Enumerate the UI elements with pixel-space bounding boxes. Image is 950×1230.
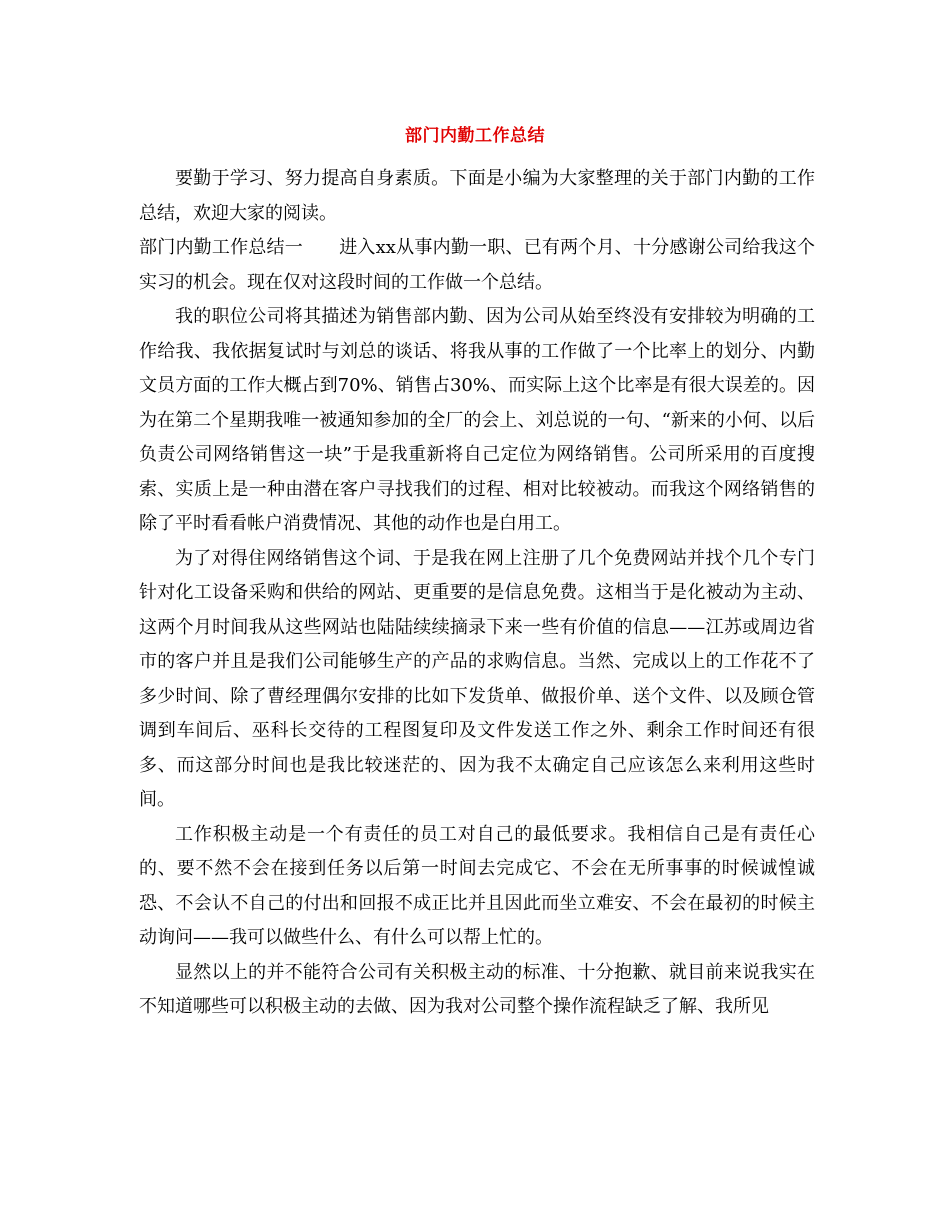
section-paragraph	[139, 231, 815, 300]
intro-paragraph: 要勤于学习、努力提高自身素质。下面是小编为大家整理的关于部门内勤的工作总结，欢迎大家的阅读。	[139, 168, 815, 224]
body-paragraph: 显然以上的并不能符合公司有关积极主动的标准、十分抱歉、就目前来说我实在不知道哪些可以积极主动的去做、因为我对公司整个操作流程缺乏了解、我所见	[139, 961, 815, 1017]
document-body	[139, 162, 815, 1025]
section-heading: 部门内勤工作总结一	[139, 237, 303, 258]
body-paragraph: 我的职位公司将其描述为销售部内勤、因为公司从始至终没有安排较为明确的工作给我、我依据复试时与刘总的谈话、将我从事的工作做了一个比率上的划分、内勤文员方面的工作大概占到70%、销售占30%、而实际上这个比率是有很大误差的。因为在第二个星期我唯一被通知参加的全厂的会上、刘总说的一句、“新来的小何、以后负责公司网络销售这一块”于是我重新将自己定位为网络销售。公司所采用的百度搜索、实质上是一种由潜在客户寻找我们的过程、相对比较被动。而我这个网络销售的除了平时看看帐户消费情况、其他的动作也是白用工。	[139, 306, 815, 534]
page-title: 部门内勤工作总结	[405, 126, 545, 146]
body-paragraph: 工作积极主动是一个有责任的员工对自己的最低要求。我相信自己是有责任心的、要不然不会在接到任务以后第一时间去完成它、不会在无所事事的时候诚惶诚恐、不会认不自己的付出和回报不成正比并且因此而坐立难安、不会在最初的时候主动询问——我可以做些什么、有什么可以帮上忙的。	[139, 823, 815, 948]
section-first-text: 进入xx从事内勤一职、已有两个月、十分感谢公司给我这个实习的机会。现在仅对这段时间的工作做一个总结。	[139, 237, 815, 293]
body-paragraph: 为了对得住网络销售这个词、于是我在网上注册了几个免费网站并找个几个专门针对化工设备采购和供给的网站、更重要的是信息免费。这相当于是化被动为主动、这两个月时间我从这些网站也陆陆续续摘录下来一些有价值的信息——江苏或周边省市的客户并且是我们公司能够生产的产品的求购信息。当然、完成以上的工作花不了多少时间、除了曹经理偶尔安排的比如下发货单、做报价单、送个文件、以及顾仓管调到车间后、巫科长交待的工程图复印及文件发送工作之外、剩余工作时间还有很多、而这部分时间也是我比较迷茫的、因为我不太确定自己应该怎么来利用这些时间。	[139, 547, 815, 810]
